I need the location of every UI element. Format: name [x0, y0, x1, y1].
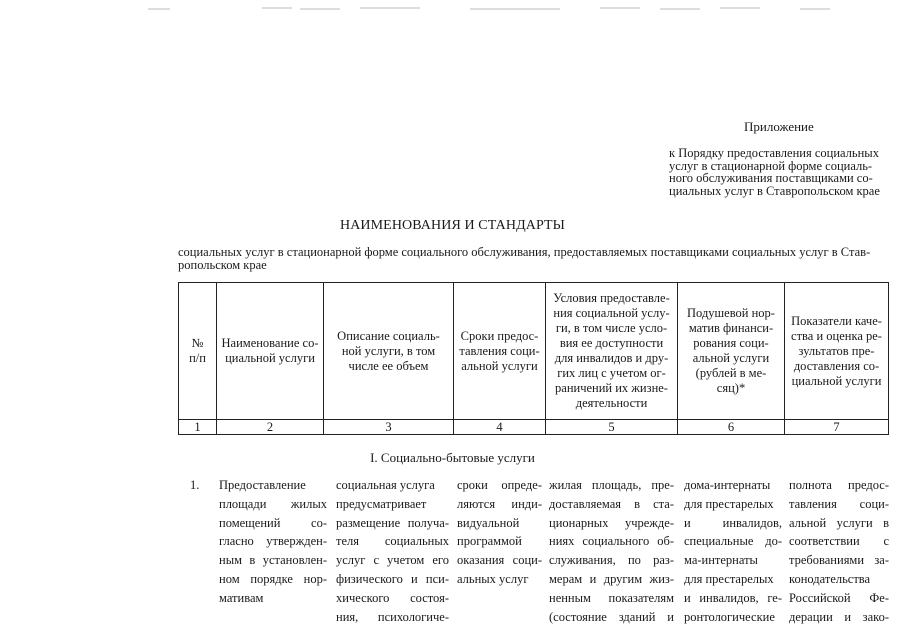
standards-table: [178, 282, 889, 435]
column-number-row: [179, 420, 889, 435]
table-header-row: [179, 283, 889, 420]
appendix-line: к Порядку предоставления социальных: [669, 146, 879, 160]
row-cell-service-name: Предоставление площади жилых помещений со- гласно утвержден- ным в установлен- ном порядке нор- мативам: [219, 478, 327, 605]
column-number: 1: [179, 420, 217, 435]
subtitle-line: ропольском крае: [178, 257, 267, 272]
row-cell-description: социальная услуга предусматривает размещение получа- теля социальных услуг с учетом его физического и пси- хического состоя- ния, психологиче-: [336, 478, 449, 624]
header-cell-terms: Сроки предос- тавления соци- альной услуги: [454, 283, 546, 420]
scan-artifact: [0, 0, 905, 12]
column-number: 3: [324, 420, 454, 435]
row-cell-quality: полнота предос- тавления соци- альной услуги в соответствии с требованиями за- конодательства Российской Фе- дерации и зако-: [789, 478, 889, 624]
row-cell-terms: сроки опреде- ляются инди- видуальной программой оказания соци- альных услуг: [457, 478, 542, 586]
header-cell-quality: Показатели каче- ства и оценка ре- зультатов пре- доставления со- циальной услуги: [785, 283, 889, 420]
header-cell-service-name: Наименование со- циальной услуги: [217, 283, 324, 420]
subtitle-line: социальных услуг в стационарной форме социального обслуживания, предоставляемых поставщиками социальных услуг в Став-: [178, 245, 871, 259]
column-number: 4: [454, 420, 546, 435]
row-cell-conditions: жилая площадь, пре- доставляемая в ста- ционарных учрежде- ниях социального об- служивания, по раз- мерам и другим жиз- ненным показателям (состояние зданий и: [549, 478, 674, 624]
header-cell-financing: Подушевой нор- матив финанси- рования соци- альной услуги (рублей в ме- сяц)*: [678, 283, 785, 420]
column-number: 6: [678, 420, 785, 435]
appendix-line: ного обслуживания поставщиками со-: [669, 171, 873, 185]
appendix-line: услуг в стационарной форме социаль-: [669, 158, 873, 173]
header-cell-conditions: Условия предоставле- ния социальной услу- ги, в том числе усло- вия ее доступности для инвалидов и дру- гих лиц с учетом ог- раничений их жизне- деятельности: [546, 283, 678, 420]
column-number: 7: [785, 420, 889, 435]
document-title: НАИМЕНОВАНИЯ И СТАНДАРТЫ: [340, 218, 565, 233]
header-cell-description: Описание социаль- ной услуги, в том числе ее объем: [324, 283, 454, 420]
row-number: 1.: [190, 478, 200, 492]
row-cell-providers: дома-интернаты для престарелых и инвалидов, специальные до- ма-интернаты для престарелых и инвалидов, ге- ронтологические: [684, 478, 782, 624]
header-cell-number: № п/п: [179, 283, 217, 420]
column-number: 2: [217, 420, 324, 435]
section-title: I. Социально-бытовые услуги: [370, 450, 535, 465]
appendix-line: циальных услуг в Ставропольском крае: [669, 183, 880, 198]
document-subtitle: [178, 246, 890, 271]
appendix-title: Приложение: [744, 119, 814, 134]
column-number: 5: [546, 420, 678, 435]
appendix-reference: [669, 147, 889, 197]
